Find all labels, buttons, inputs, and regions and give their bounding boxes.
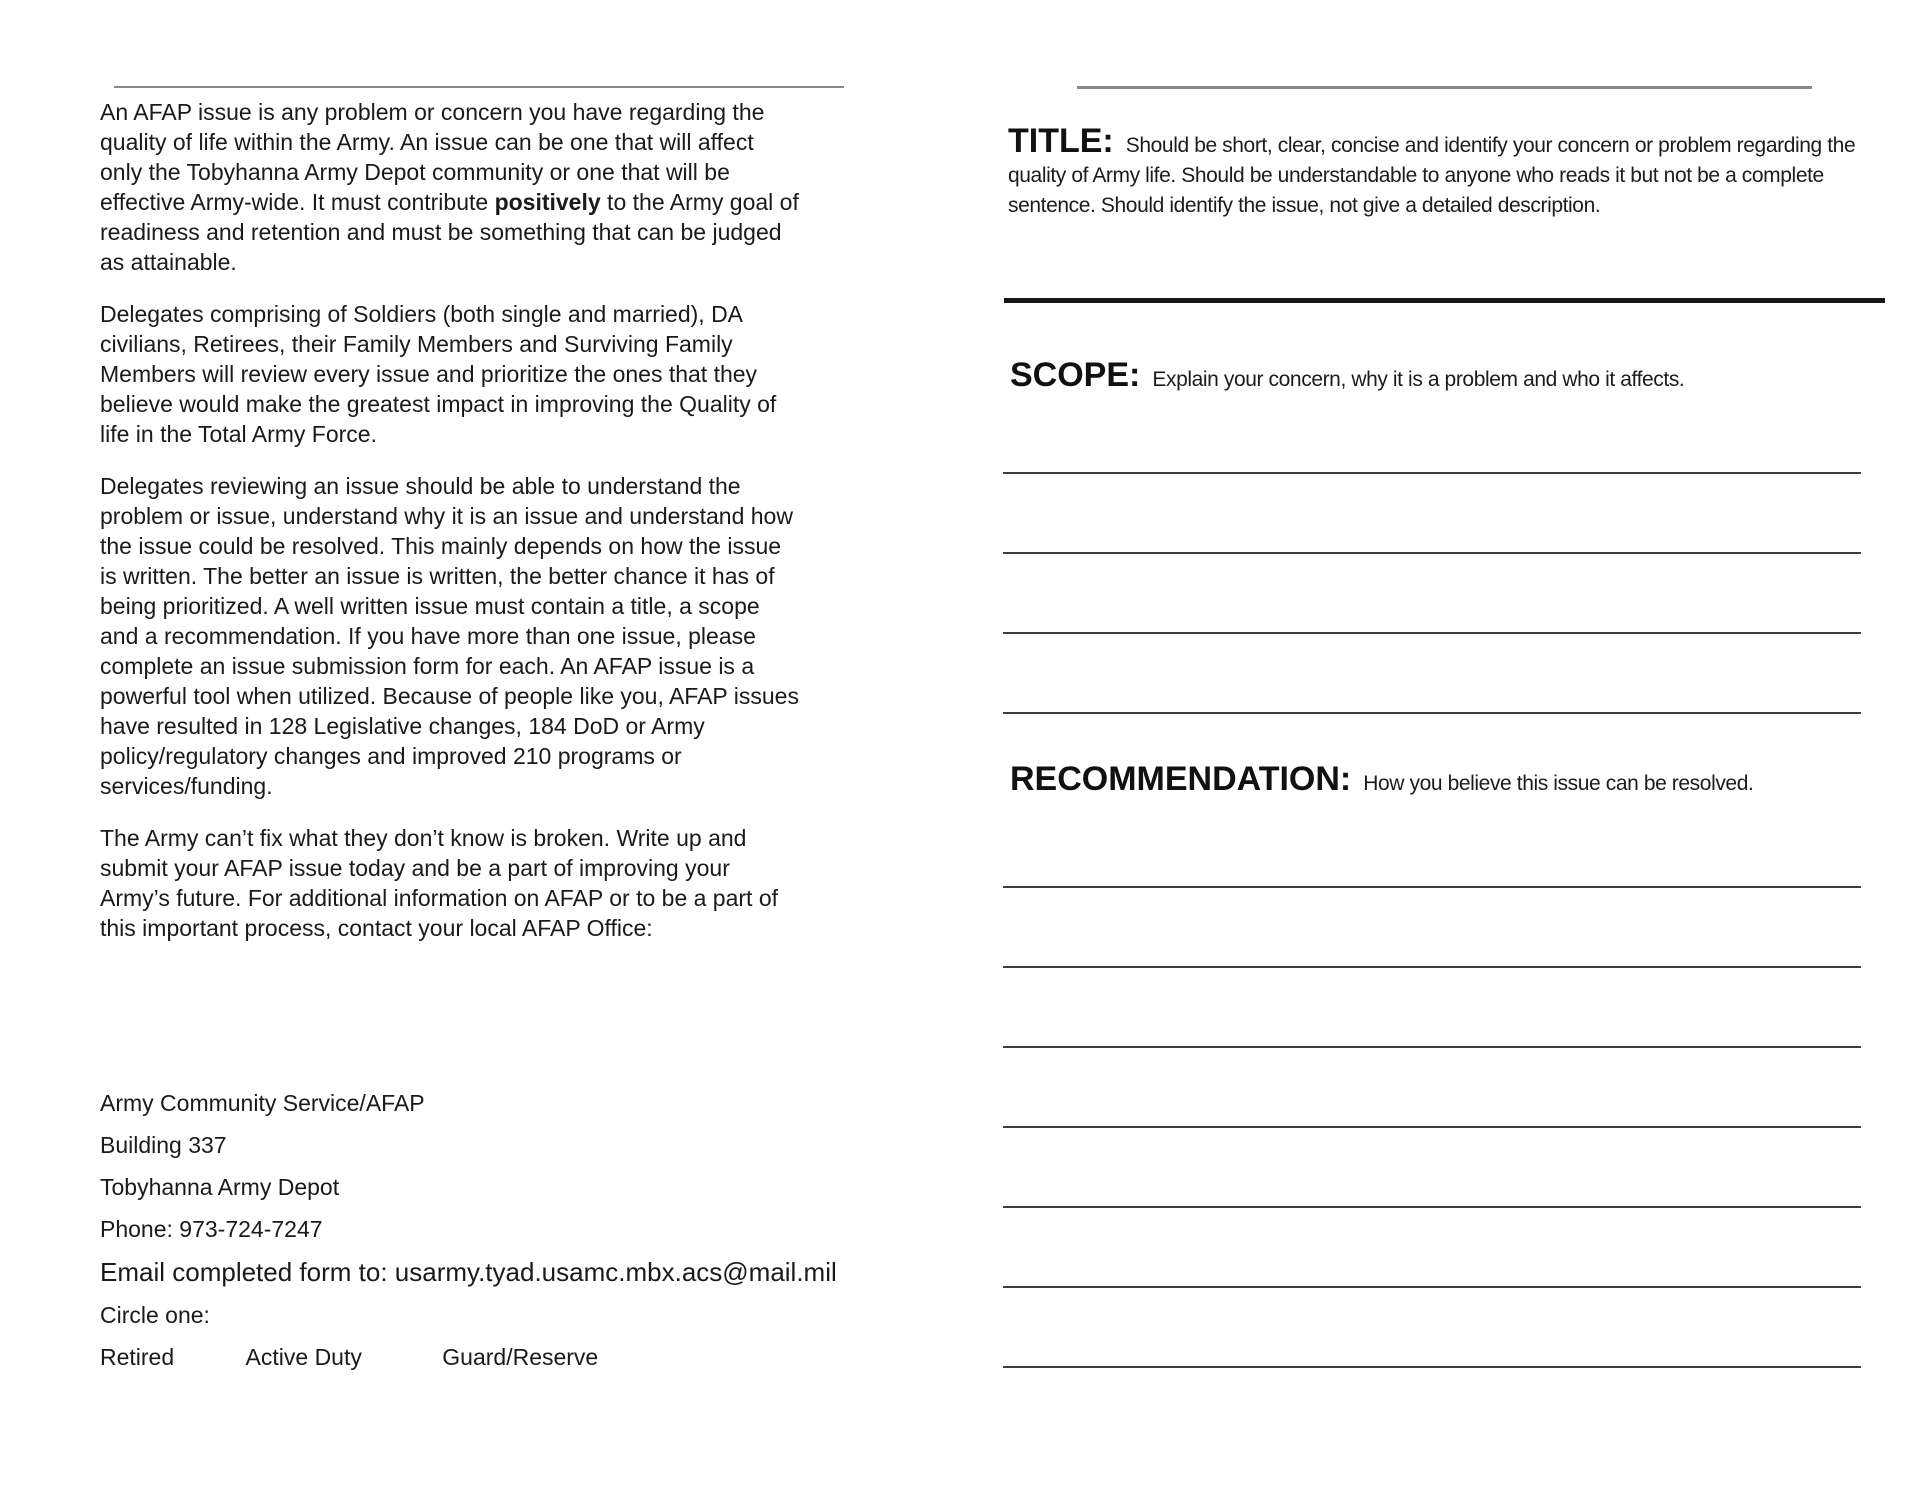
recommendation-description: How you believe this issue can be resolved.	[1363, 772, 1754, 795]
contact-block	[100, 1088, 1000, 1372]
recommendation-answer-line[interactable]	[1003, 1206, 1861, 1208]
title-section-divider	[1004, 298, 1885, 303]
recommendation-answer-line[interactable]	[1003, 1126, 1861, 1128]
issue-writing-paragraph: Delegates reviewing an issue should be able to understand the problem or issue, understand why it is an issue and understand how the issue could be resolved. This mainly depends on how the issue is written. The better an issue is written, the better chance it has of being prioritized. A well written issue must contain a title, a scope and a recommendation. If you have more than one issue, please complete an issue submission form for each. An AFAP issue is a powerful tool when utilized. Because of people like you, AFAP issues have resulted in 128 Legislative changes, 184 DoD or Army policy/regulatory changes and improved 210 programs or services/funding.	[100, 473, 799, 799]
delegates-paragraph: Delegates comprising of Soldiers (both single and married), DA civilians, Retirees, their Family Members and Surviving Family Members will review every issue and prioritize the ones that they believe would make the greatest impact in improving the Quality of life in the Total Army Force.	[100, 301, 777, 447]
scope-answer-line[interactable]	[1003, 712, 1861, 714]
title-description: Should be short, clear, concise and identify your concern or problem regarding the quality of Army life. Should be understandable to anyone who reads it but not be a complete sentence. Should identify the issue, not give a detailed description.	[1008, 134, 1856, 217]
intro-text-post: to the Army goal of readiness and retention and must be something that can be judged as attainable.	[100, 189, 799, 275]
contact-line-depot: Tobyhanna Army Depot	[100, 1174, 340, 1200]
title-section	[1008, 122, 1908, 221]
recommendation-answer-line[interactable]	[1003, 886, 1861, 888]
recommendation-answer-line[interactable]	[1003, 1286, 1861, 1288]
recommendation-heading: RECOMMENDATION:	[1010, 760, 1352, 798]
option-guard-reserve[interactable]: Guard/Reserve	[442, 1344, 599, 1370]
scope-section	[1010, 356, 1910, 395]
title-heading: TITLE:	[1008, 122, 1114, 160]
right-top-divider	[1077, 86, 1812, 89]
option-active-duty[interactable]: Active Duty	[245, 1344, 362, 1370]
contact-line-org: Army Community Service/AFAP	[100, 1090, 425, 1116]
contact-line-building: Building 337	[100, 1132, 227, 1158]
recommendation-answer-line[interactable]	[1003, 966, 1861, 968]
info-panel	[100, 97, 837, 1370]
intro-text-pre: An AFAP issue is any problem or concern you have regarding the quality of life within the Army. An issue can be one that will affect only the Tobyhanna Army Depot community or one that will be effective Army-wide. It must contribute	[100, 99, 765, 215]
intro-text-bold: positively	[494, 189, 601, 215]
recommendation-answer-line[interactable]	[1003, 1366, 1861, 1368]
recommendation-answer-line[interactable]	[1003, 1046, 1861, 1048]
call-to-action-paragraph: The Army can’t fix what they don’t know is broken. Write up and submit your AFAP issue today and be a part of improving your Army’s future. For additional information on AFAP or to be a part of this important process, contact your local AFAP Office:	[100, 825, 779, 941]
status-options	[100, 1342, 1000, 1372]
email-instruction: Email completed form to: usarmy.tyad.usamc.mbx.acs@mail.mil	[100, 1257, 837, 1287]
recommendation-section	[1010, 760, 1910, 799]
left-top-divider	[114, 86, 844, 88]
option-retired[interactable]: Retired	[100, 1344, 175, 1370]
scope-description: Explain your concern, why it is a problem and who it affects.	[1152, 368, 1685, 391]
scope-answer-line[interactable]	[1003, 632, 1861, 634]
contact-line-phone: Phone: 973-724-7247	[100, 1216, 323, 1242]
circle-one-label: Circle one:	[100, 1302, 210, 1328]
scope-answer-line[interactable]	[1003, 472, 1861, 474]
scope-answer-line[interactable]	[1003, 552, 1861, 554]
scope-heading: SCOPE:	[1010, 356, 1141, 394]
intro-paragraph	[100, 97, 800, 277]
